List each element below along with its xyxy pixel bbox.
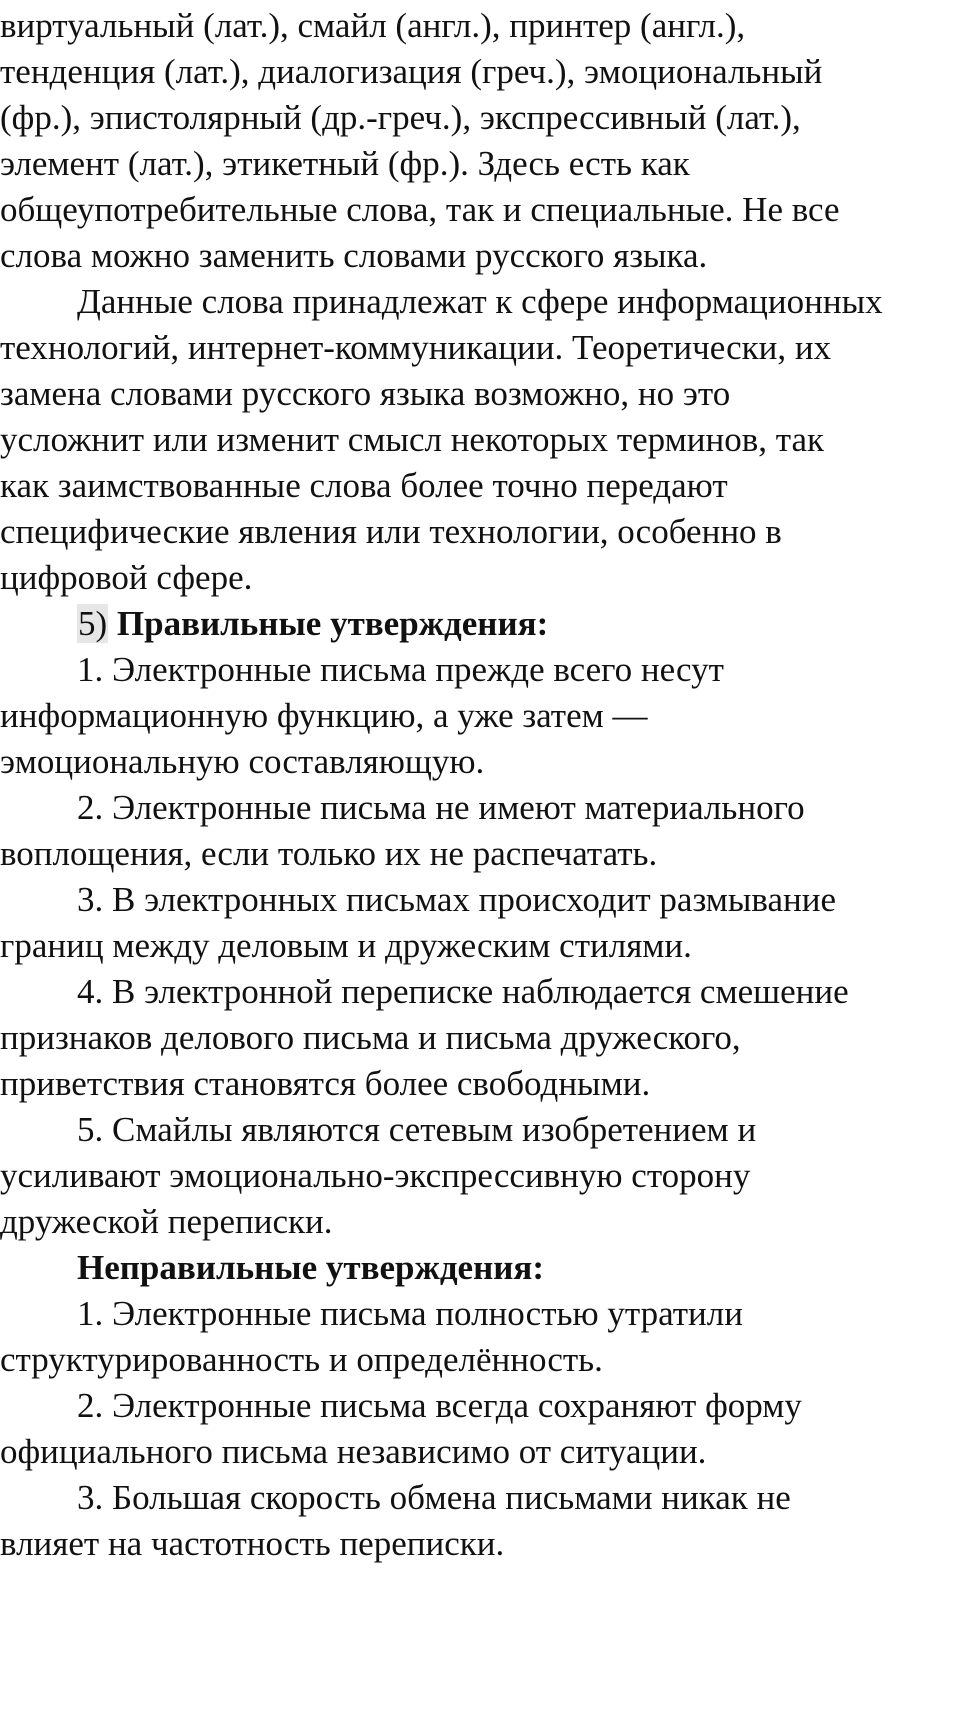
task-5-heading-line <box>0 601 960 647</box>
correct-statement-4 <box>0 969 960 1107</box>
text-line: признаков делового письма и письма дружеского, <box>0 1018 741 1057</box>
text-line: влияет на частотность переписки. <box>0 1524 505 1563</box>
text-line: 3. Большая скорость обмена письмами никак не <box>77 1478 791 1517</box>
incorrect-statement-3 <box>0 1475 960 1567</box>
text-line: воплощения, если только их не распечатать. <box>0 834 658 873</box>
text-line: как заимствованные слова более точно передают <box>0 466 728 505</box>
text-line: приветствия становятся более свободными. <box>0 1064 651 1103</box>
correct-statement-1 <box>0 647 960 785</box>
text-line: специфические явления или технологии, особенно в <box>0 512 782 551</box>
text-line: эмоциональную составляющую. <box>0 742 485 781</box>
correct-statement-5 <box>0 1107 960 1245</box>
text-line: структурированность и определённость. <box>0 1340 603 1379</box>
text-line: официального письма независимо от ситуации. <box>0 1432 707 1471</box>
text-line: границ между деловым и дружеским стилями. <box>0 926 692 965</box>
text-line: виртуальный (лат.), смайл (англ.), принтер (англ.), <box>0 6 746 45</box>
text-line: элемент (лат.), этикетный (фр.). Здесь есть как <box>0 144 690 183</box>
text-line: 1. Электронные письма полностью утратили <box>77 1294 743 1333</box>
text-line: 2. Электронные письма не имеют материального <box>77 788 805 827</box>
incorrect-statement-1 <box>0 1291 960 1383</box>
task-number: 5) <box>78 604 108 643</box>
text-line: 2. Электронные письма всегда сохраняют форму <box>77 1386 802 1425</box>
paragraph-loanwords <box>0 3 960 279</box>
text-line: 4. В электронной переписке наблюдается смешение <box>77 972 849 1011</box>
text-line: технологий, интернет-коммуникации. Теоретически, их <box>0 328 832 367</box>
task-5-section <box>0 601 960 1567</box>
paragraph-sphere <box>0 279 960 601</box>
text-line: 3. В электронных письмах происходит размывание <box>77 880 837 919</box>
correct-statements-heading: Правильные утверждения: <box>116 604 549 643</box>
correct-statement-2 <box>0 785 960 877</box>
text-line: общеупотребительные слова, так и специальные. Не все <box>0 190 840 229</box>
text-line: 1. Электронные письма прежде всего несут <box>77 650 724 689</box>
text-line: тенденция (лат.), диалогизация (греч.), эмоциональный <box>0 52 823 91</box>
correct-statement-3 <box>0 877 960 969</box>
incorrect-statements-heading: Неправильные утверждения: <box>77 1248 545 1287</box>
text-line: слова можно заменить словами русского языка. <box>0 236 708 275</box>
text-line: (фр.), эпистолярный (др.-греч.), экспрессивный (лат.), <box>0 98 801 137</box>
text-line: Данные слова принадлежат к сфере информационных <box>77 282 883 321</box>
text-line: замена словами русского языка возможно, но это <box>0 374 731 413</box>
text-line: 5. Смайлы являются сетевым изобретением и <box>77 1110 757 1149</box>
text-line: усложнит или изменит смысл некоторых терминов, так <box>0 420 825 459</box>
text-line: дружеской переписки. <box>0 1202 333 1241</box>
text-line: информационную функцию, а уже затем — <box>0 696 648 735</box>
text-line: усиливают эмоционально-экспрессивную сторону <box>0 1156 751 1195</box>
incorrect-statement-2 <box>0 1383 960 1475</box>
text-line: цифровой сфере. <box>0 558 253 597</box>
